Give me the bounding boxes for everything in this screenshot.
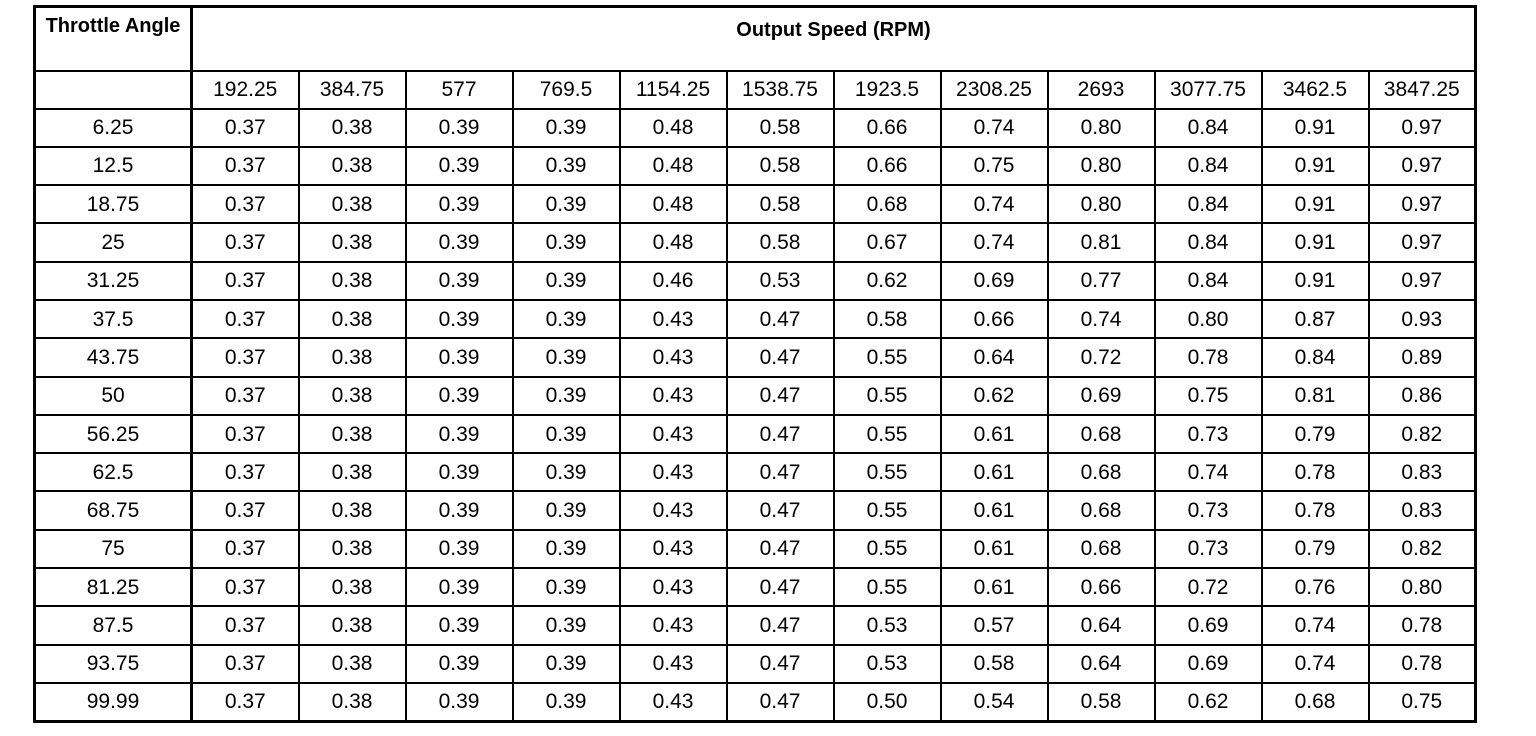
value-cell: 0.61 [941,415,1048,453]
value-cell: 0.39 [406,377,513,415]
value-cell: 0.37 [192,377,299,415]
value-cell: 0.55 [834,491,941,529]
value-cell: 0.97 [1369,262,1476,300]
value-cell: 0.75 [941,147,1048,185]
throttle-angle-cell: 93.75 [35,645,192,683]
value-cell: 0.39 [406,147,513,185]
output-speed-cell: 3847.25 [1369,71,1476,109]
value-cell: 0.39 [406,262,513,300]
table-row [35,415,1476,453]
value-cell: 0.43 [620,606,727,644]
output-speed-cell: 3077.75 [1155,71,1262,109]
value-cell: 0.74 [1155,453,1262,491]
value-cell: 0.47 [727,453,834,491]
value-cell: 0.37 [192,338,299,376]
value-cell: 0.39 [513,300,620,338]
throttle-angle-cell: 43.75 [35,338,192,376]
value-cell: 0.37 [192,147,299,185]
value-cell: 0.39 [513,491,620,529]
value-cell: 0.91 [1262,223,1369,261]
value-cell: 0.38 [299,300,406,338]
value-cell: 0.83 [1369,491,1476,529]
value-cell: 0.58 [727,185,834,223]
value-cell: 0.39 [406,453,513,491]
value-cell: 0.97 [1369,147,1476,185]
value-cell: 0.46 [620,262,727,300]
title-header-row [35,7,1476,71]
value-cell: 0.53 [834,606,941,644]
value-cell: 0.39 [406,338,513,376]
output-speed-cell: 192.25 [192,71,299,109]
value-cell: 0.37 [192,453,299,491]
value-cell: 0.39 [513,147,620,185]
value-cell: 0.38 [299,377,406,415]
value-cell: 0.55 [834,338,941,376]
value-cell: 0.84 [1262,338,1369,376]
value-cell: 0.39 [406,645,513,683]
value-cell: 0.74 [941,109,1048,147]
value-cell: 0.38 [299,568,406,606]
value-cell: 0.43 [620,568,727,606]
value-cell: 0.39 [513,453,620,491]
value-cell: 0.74 [1262,606,1369,644]
value-cell: 0.80 [1369,568,1476,606]
value-cell: 0.43 [620,377,727,415]
value-cell: 0.58 [727,147,834,185]
value-cell: 0.84 [1155,109,1262,147]
value-cell: 0.68 [1048,415,1155,453]
value-cell: 0.68 [1262,683,1369,721]
table-row [35,262,1476,300]
value-cell: 0.53 [834,645,941,683]
value-cell: 0.54 [941,683,1048,721]
value-cell: 0.68 [1048,530,1155,568]
value-cell: 0.61 [941,453,1048,491]
value-cell: 0.37 [192,645,299,683]
value-cell: 0.53 [727,262,834,300]
value-cell: 0.77 [1048,262,1155,300]
table-row [35,683,1476,721]
value-cell: 0.38 [299,645,406,683]
value-cell: 0.86 [1369,377,1476,415]
value-cell: 0.64 [941,338,1048,376]
value-cell: 0.82 [1369,415,1476,453]
throttle-angle-cell: 6.25 [35,109,192,147]
value-cell: 0.75 [1369,683,1476,721]
value-cell: 0.66 [834,109,941,147]
value-cell: 0.38 [299,262,406,300]
value-cell: 0.47 [727,377,834,415]
output-speed-cell: 1538.75 [727,71,834,109]
value-cell: 0.55 [834,415,941,453]
throttle-angle-cell: 56.25 [35,415,192,453]
value-cell: 0.79 [1262,415,1369,453]
throttle-angle-cell: 87.5 [35,606,192,644]
value-cell: 0.43 [620,683,727,721]
value-cell: 0.61 [941,530,1048,568]
table-row [35,185,1476,223]
value-cell: 0.69 [941,262,1048,300]
value-cell: 0.38 [299,530,406,568]
value-cell: 0.48 [620,147,727,185]
value-cell: 0.55 [834,568,941,606]
value-cell: 0.74 [941,185,1048,223]
value-cell: 0.47 [727,300,834,338]
value-cell: 0.47 [727,683,834,721]
output-speed-cell: 384.75 [299,71,406,109]
value-cell: 0.39 [513,606,620,644]
value-cell: 0.91 [1262,147,1369,185]
table-row [35,223,1476,261]
value-cell: 0.58 [727,109,834,147]
throttle-angle-cell: 37.5 [35,300,192,338]
value-cell: 0.82 [1369,530,1476,568]
value-cell: 0.84 [1155,262,1262,300]
value-cell: 0.37 [192,300,299,338]
value-cell: 0.74 [941,223,1048,261]
value-cell: 0.37 [192,491,299,529]
output-speed-cell: 2693 [1048,71,1155,109]
value-cell: 0.69 [1048,377,1155,415]
value-cell: 0.43 [620,530,727,568]
value-cell: 0.39 [513,530,620,568]
throttle-angle-cell: 81.25 [35,568,192,606]
value-cell: 0.55 [834,530,941,568]
value-cell: 0.37 [192,109,299,147]
value-cell: 0.47 [727,338,834,376]
value-cell: 0.93 [1369,300,1476,338]
value-cell: 0.64 [1048,606,1155,644]
value-cell: 0.72 [1048,338,1155,376]
value-cell: 0.78 [1369,645,1476,683]
value-cell: 0.48 [620,109,727,147]
value-cell: 0.81 [1048,223,1155,261]
value-cell: 0.37 [192,262,299,300]
table-row [35,147,1476,185]
value-cell: 0.37 [192,185,299,223]
value-cell: 0.80 [1155,300,1262,338]
value-cell: 0.75 [1155,377,1262,415]
value-cell: 0.66 [834,147,941,185]
value-cell: 0.39 [406,568,513,606]
table-row [35,645,1476,683]
value-cell: 0.62 [1155,683,1262,721]
value-cell: 0.84 [1155,185,1262,223]
value-cell: 0.47 [727,530,834,568]
table-row [35,491,1476,529]
output-speed-cell: 769.5 [513,71,620,109]
value-cell: 0.39 [513,645,620,683]
value-cell: 0.91 [1262,109,1369,147]
value-cell: 0.66 [941,300,1048,338]
value-cell: 0.37 [192,568,299,606]
value-cell: 0.58 [941,645,1048,683]
table-body [35,109,1476,722]
value-cell: 0.79 [1262,530,1369,568]
value-cell: 0.55 [834,453,941,491]
throttle-angle-cell: 18.75 [35,185,192,223]
value-cell: 0.69 [1155,606,1262,644]
value-cell: 0.97 [1369,223,1476,261]
value-cell: 0.47 [727,415,834,453]
value-cell: 0.39 [513,185,620,223]
value-cell: 0.39 [513,683,620,721]
value-cell: 0.39 [406,606,513,644]
value-cell: 0.39 [406,109,513,147]
value-cell: 0.84 [1155,223,1262,261]
table-row [35,109,1476,147]
value-cell: 0.37 [192,530,299,568]
value-cell: 0.73 [1155,530,1262,568]
output-speed-cell: 3462.5 [1262,71,1369,109]
value-cell: 0.47 [727,606,834,644]
value-cell: 0.39 [513,262,620,300]
value-cell: 0.91 [1262,262,1369,300]
table-row [35,606,1476,644]
throttle-angle-cell: 31.25 [35,262,192,300]
value-cell: 0.38 [299,683,406,721]
value-cell: 0.80 [1048,147,1155,185]
value-cell: 0.78 [1369,606,1476,644]
value-cell: 0.58 [727,223,834,261]
value-cell: 0.58 [834,300,941,338]
value-cell: 0.55 [834,377,941,415]
value-cell: 0.38 [299,185,406,223]
value-cell: 0.43 [620,645,727,683]
value-cell: 0.37 [192,606,299,644]
throttle-angle-cell: 25 [35,223,192,261]
value-cell: 0.43 [620,415,727,453]
output-speed-cell: 2308.25 [941,71,1048,109]
value-cell: 0.37 [192,223,299,261]
output-speed-cell: 577 [406,71,513,109]
value-cell: 0.38 [299,109,406,147]
value-cell: 0.87 [1262,300,1369,338]
value-cell: 0.67 [834,223,941,261]
throttle-angle-cell: 50 [35,377,192,415]
value-cell: 0.47 [727,568,834,606]
output-speed-cell: 1923.5 [834,71,941,109]
value-cell: 0.84 [1155,147,1262,185]
value-cell: 0.74 [1048,300,1155,338]
value-cell: 0.39 [513,338,620,376]
value-cell: 0.83 [1369,453,1476,491]
table-row [35,377,1476,415]
throttle-angle-cell: 99.99 [35,683,192,721]
throttle-angle-cell: 75 [35,530,192,568]
value-cell: 0.47 [727,491,834,529]
value-cell: 0.64 [1048,645,1155,683]
throttle-angle-cell: 68.75 [35,491,192,529]
value-cell: 0.43 [620,491,727,529]
value-cell: 0.69 [1155,645,1262,683]
value-cell: 0.80 [1048,185,1155,223]
value-cell: 0.73 [1155,491,1262,529]
table-row [35,568,1476,606]
value-cell: 0.39 [406,300,513,338]
value-cell: 0.43 [620,453,727,491]
output-speed-cell: 1154.25 [620,71,727,109]
throttle-angle-cell: 62.5 [35,453,192,491]
value-cell: 0.39 [406,415,513,453]
value-cell: 0.39 [406,185,513,223]
value-cell: 0.38 [299,415,406,453]
value-cell: 0.72 [1155,568,1262,606]
value-cell: 0.39 [513,109,620,147]
value-cell: 0.37 [192,683,299,721]
value-cell: 0.38 [299,453,406,491]
value-cell: 0.39 [406,683,513,721]
value-cell: 0.43 [620,300,727,338]
value-cell: 0.76 [1262,568,1369,606]
value-cell: 0.48 [620,223,727,261]
value-cell: 0.43 [620,338,727,376]
value-cell: 0.97 [1369,109,1476,147]
table-row [35,453,1476,491]
value-cell: 0.37 [192,415,299,453]
value-cell: 0.38 [299,606,406,644]
value-cell: 0.73 [1155,415,1262,453]
value-cell: 0.78 [1262,453,1369,491]
value-cell: 0.78 [1262,491,1369,529]
value-cell: 0.39 [513,377,620,415]
value-cell: 0.57 [941,606,1048,644]
value-cell: 0.39 [513,415,620,453]
value-cell: 0.47 [727,645,834,683]
value-cell: 0.74 [1262,645,1369,683]
value-cell: 0.97 [1369,185,1476,223]
output-speed-header: Output Speed (RPM) [192,7,1476,71]
value-cell: 0.68 [834,185,941,223]
value-cell: 0.61 [941,568,1048,606]
value-cell: 0.68 [1048,491,1155,529]
value-cell: 0.38 [299,223,406,261]
value-cell: 0.39 [406,223,513,261]
value-cell: 0.39 [513,568,620,606]
throttle-speed-table [33,5,1477,723]
value-cell: 0.39 [406,491,513,529]
value-cell: 0.48 [620,185,727,223]
value-cell: 0.62 [834,262,941,300]
value-cell: 0.39 [513,223,620,261]
output-speed-values-row [35,71,1476,109]
value-cell: 0.89 [1369,338,1476,376]
value-cell: 0.68 [1048,453,1155,491]
value-cell: 0.38 [299,147,406,185]
value-cell: 0.81 [1262,377,1369,415]
value-cell: 0.80 [1048,109,1155,147]
corner-empty-cell [35,71,192,109]
value-cell: 0.66 [1048,568,1155,606]
value-cell: 0.39 [406,530,513,568]
table-row [35,530,1476,568]
table-row [35,300,1476,338]
value-cell: 0.78 [1155,338,1262,376]
throttle-angle-header: Throttle Angle [35,7,192,71]
value-cell: 0.50 [834,683,941,721]
throttle-angle-cell: 12.5 [35,147,192,185]
value-cell: 0.58 [1048,683,1155,721]
value-cell: 0.38 [299,338,406,376]
table-row [35,338,1476,376]
value-cell: 0.38 [299,491,406,529]
value-cell: 0.62 [941,377,1048,415]
value-cell: 0.61 [941,491,1048,529]
value-cell: 0.91 [1262,185,1369,223]
